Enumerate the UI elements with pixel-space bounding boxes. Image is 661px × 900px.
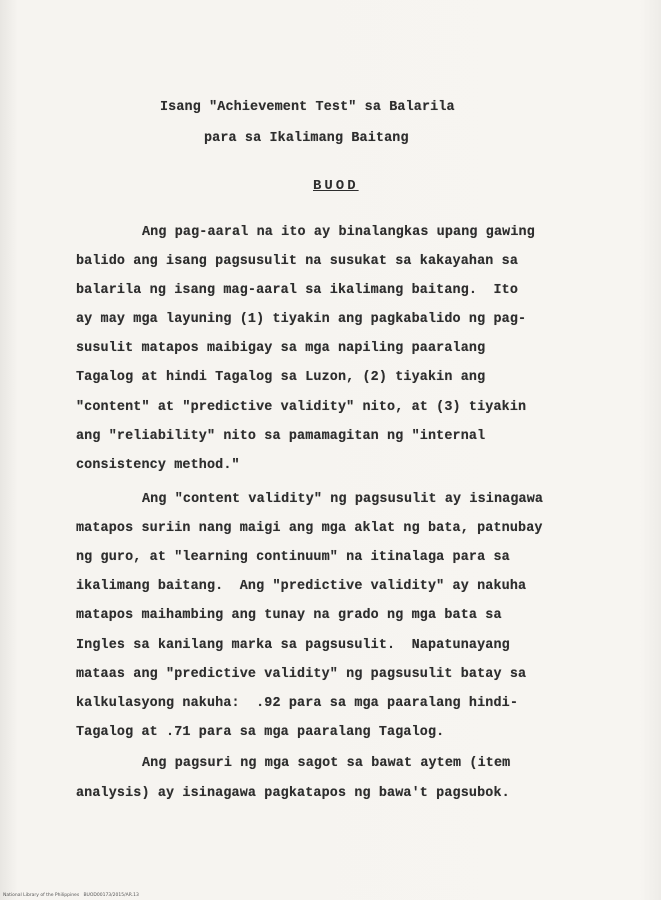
body-line: matapos maihambing ang tunay na grado ng mga bata sa [76, 608, 502, 623]
title-line-2: para sa Ikalimang Baitang [204, 131, 409, 146]
body-line: Ang "content validity" ng pagsusulit ay isinagawa [142, 492, 544, 507]
body-line: susulit matapos maibigay sa mga napiling paaralang [76, 341, 486, 356]
body-line: ng guro, at "learning continuum" na itinalaga para sa [76, 550, 510, 565]
title-line-1: Isang "Achievement Test" sa Balarila [160, 100, 455, 115]
body-line: mataas ang "predictive validity" ng pagsusulit batay sa [76, 667, 527, 682]
body-line: balido ang isang pagsusulit na susukat sa kakayahan sa [76, 254, 519, 269]
body-line: Tagalog at hindi Tagalog sa Luzon, (2) tiyakin ang [76, 370, 486, 385]
body-line: ay may mga layuning (1) tiyakin ang pagkabalido ng pag- [76, 312, 527, 327]
body-line: analysis) ay isinagawa pagkatapos ng bawa't pagsubok. [76, 786, 510, 801]
footer-note: National Library of the Philippines BUOD00173/2015/AR.13 [3, 893, 139, 898]
body-line: ang "reliability" nito sa pamamagitan ng "internal [76, 429, 486, 444]
body-line: "content" at "predictive validity" nito, at (3) tiyakin [76, 400, 527, 415]
body-line: kalkulasyong nakuha: .92 para sa mga paaralang hindi- [76, 696, 519, 711]
body-line: balarila ng isang mag-aaral sa ikalimang baitang. Ito [76, 283, 519, 298]
body-line: Tagalog at .71 para sa mga paaralang Tagalog. [76, 725, 445, 740]
body-line: Ang pagsuri ng mga sagot sa bawat aytem (item [142, 756, 511, 771]
body-line: Ang pag-aaral na ito ay binalangkas upang gawing [142, 225, 535, 240]
section-heading: BUOD [313, 178, 359, 194]
body-line: consistency method." [76, 458, 240, 473]
body-line: Ingles sa kanilang marka sa pagsusulit. Napatunayang [76, 638, 510, 653]
body-line: ikalimang baitang. Ang "predictive validity" ay nakuha [76, 579, 527, 594]
body-line: matapos suriin nang maigi ang mga aklat ng bata, patnubay [76, 521, 543, 536]
